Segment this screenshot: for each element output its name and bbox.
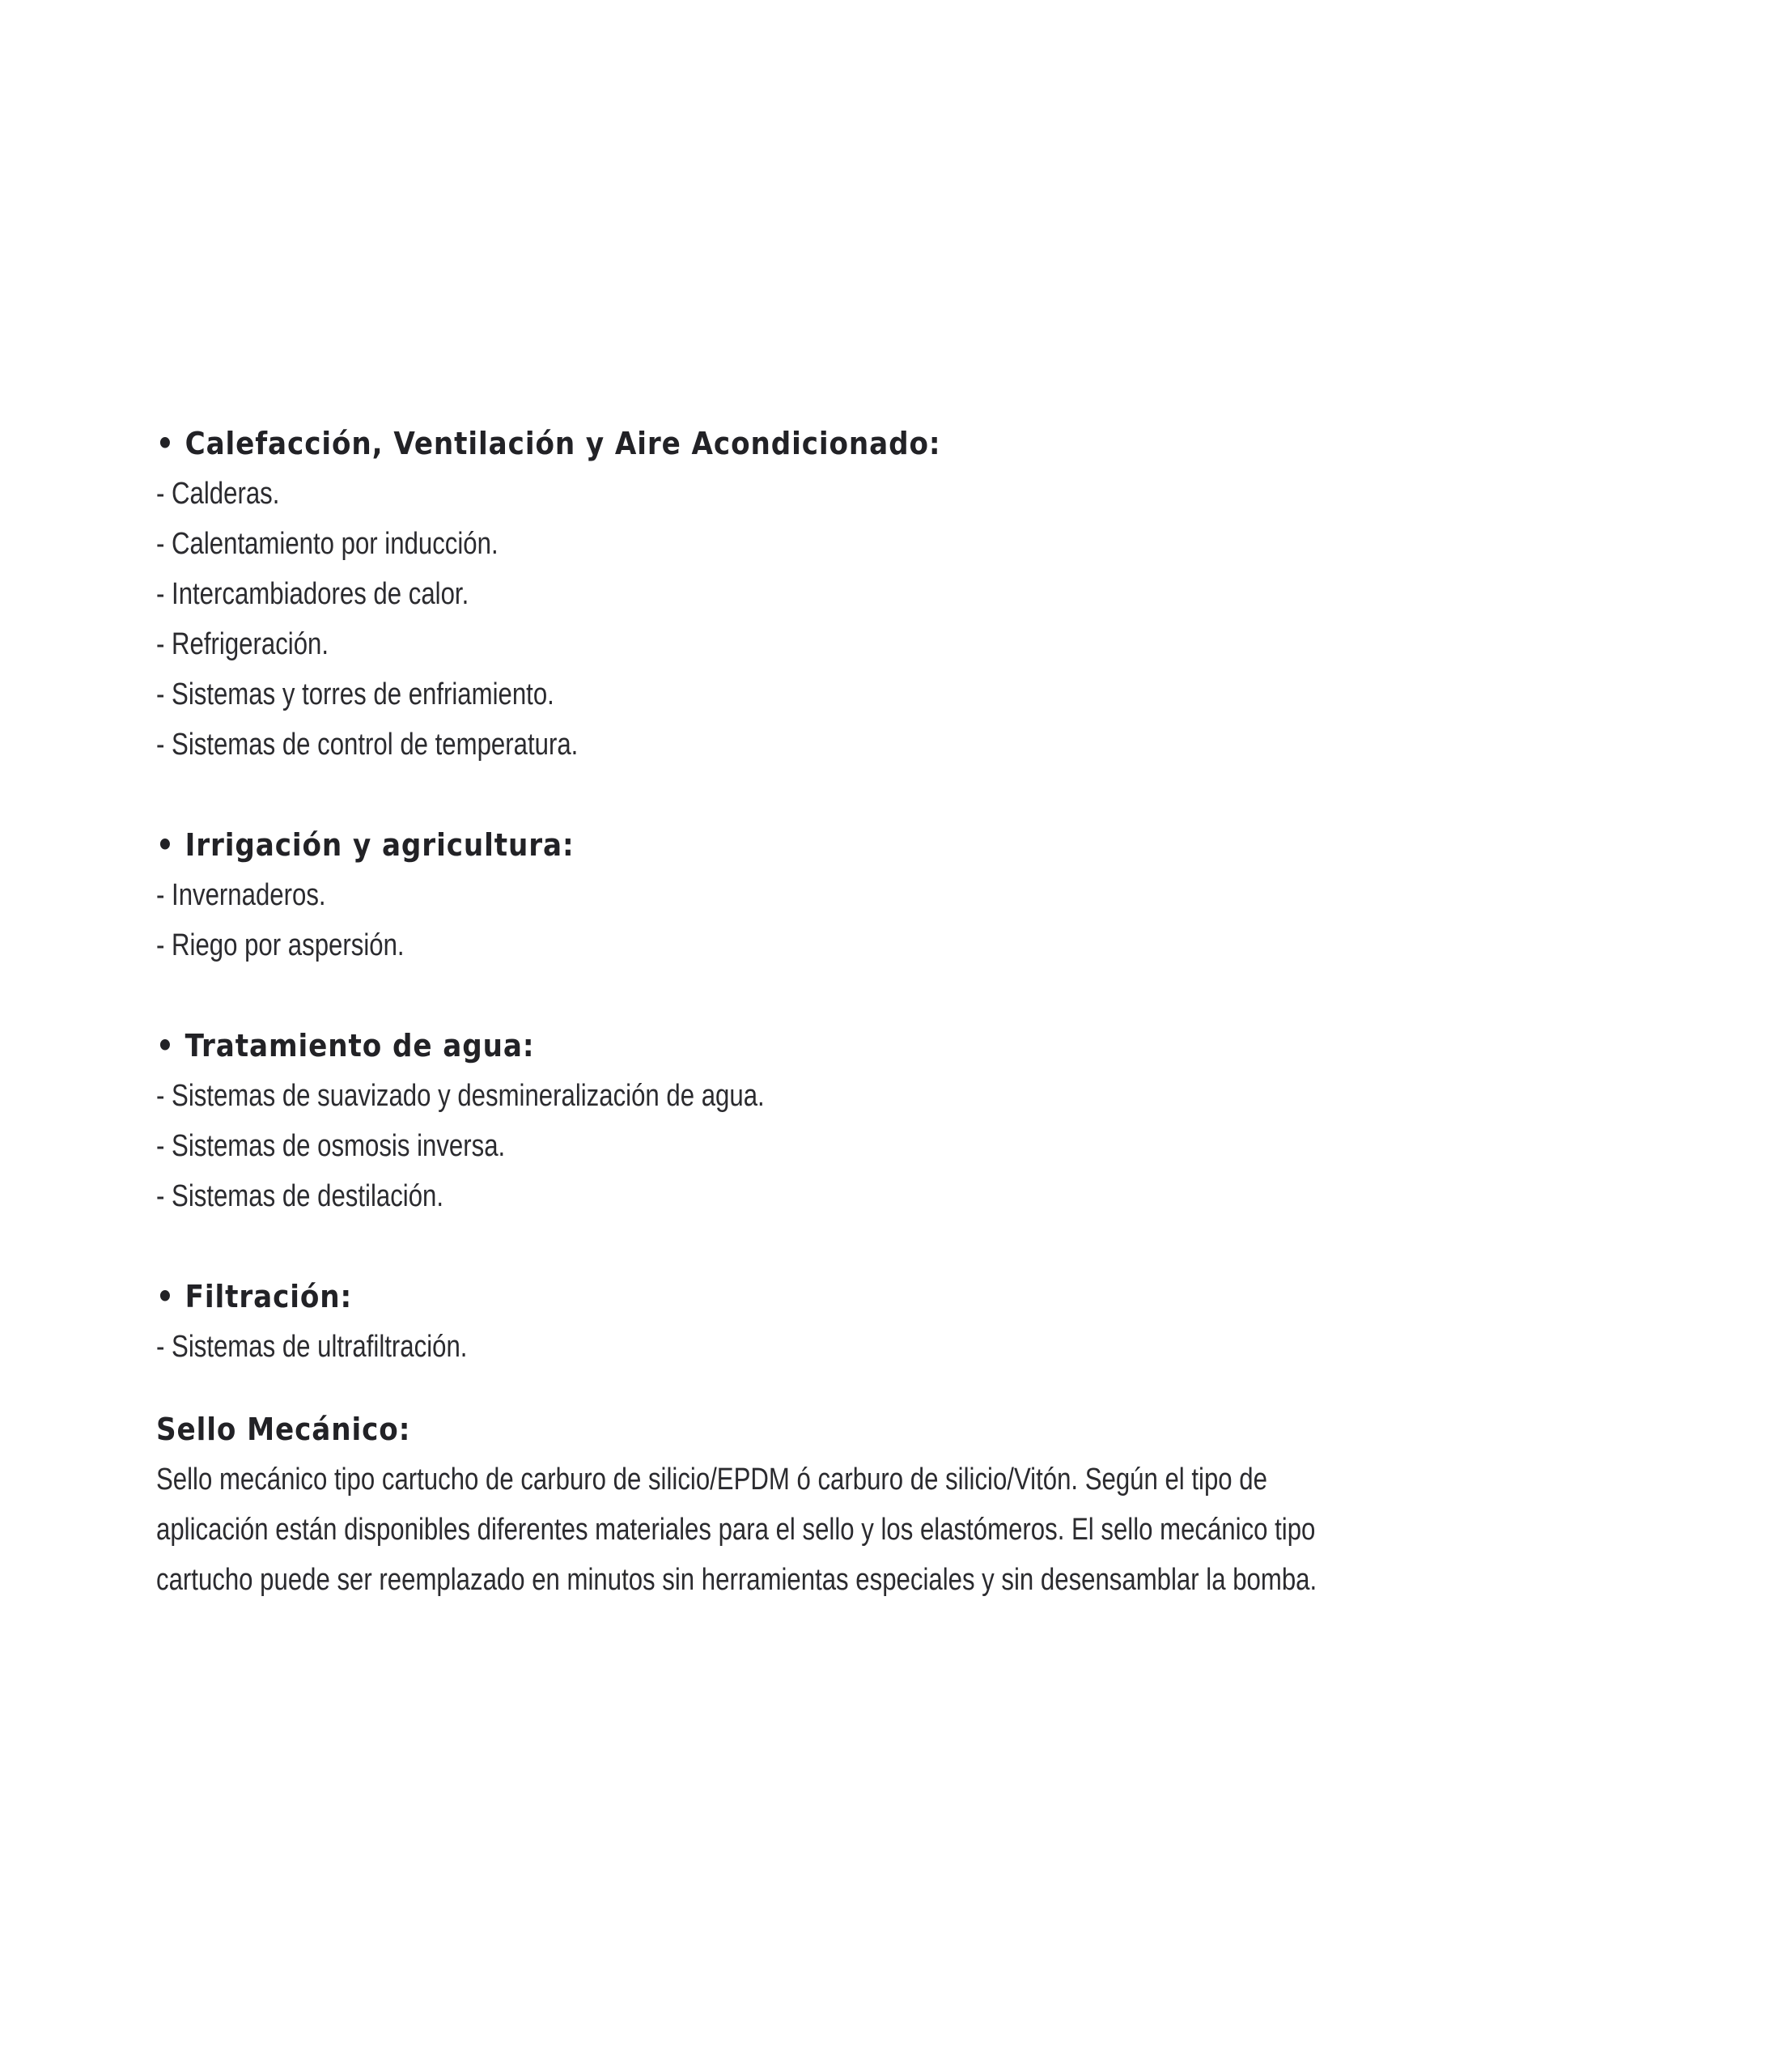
list-item: - Calentamiento por inducción. — [156, 527, 499, 561]
list-item: - Sistemas de suavizado y desmineralización de agua. — [156, 1079, 765, 1113]
list-item: - Riego por aspersión. — [156, 928, 405, 962]
spacer — [156, 970, 1694, 1021]
list-item: - Sistemas de destilación. — [156, 1179, 444, 1213]
list-item: - Sistemas de osmosis inversa. — [156, 1129, 506, 1163]
list-item: - Intercambiadores de calor. — [156, 577, 469, 611]
seal-description-line: Sello mecánico tipo cartucho de carburo de silicio/EPDM ó carburo de silicio/Vitón. Según el tipo de — [156, 1463, 1267, 1497]
section-irrigation — [156, 820, 1694, 970]
seal-description-line: aplicación están disponibles diferentes materiales para el sello y los elastómeros. El sello mecánico tipo — [156, 1513, 1316, 1547]
spacer — [156, 1221, 1694, 1272]
applications-document — [156, 418, 1694, 1605]
section-filtration — [156, 1272, 1694, 1372]
seal-description — [156, 1454, 1689, 1605]
list-item: - Calderas. — [156, 477, 280, 511]
spacer — [156, 1372, 1694, 1404]
section-heading: • Filtración: — [156, 1279, 353, 1314]
section-water-treatment — [156, 1021, 1694, 1221]
list-item: - Sistemas y torres de enfriamiento. — [156, 677, 554, 711]
spacer — [156, 770, 1694, 820]
section-heading: • Tratamiento de agua: — [156, 1028, 535, 1064]
list-item: - Sistemas de ultrafiltración. — [156, 1330, 468, 1364]
section-hvac — [156, 418, 1694, 770]
section-heading: • Irrigación y agricultura: — [156, 827, 575, 863]
seal-heading: Sello Mecánico: — [156, 1412, 411, 1447]
section-mechanical-seal — [156, 1404, 1694, 1605]
list-item: - Refrigeración. — [156, 627, 329, 661]
list-item: - Sistemas de control de temperatura. — [156, 728, 579, 762]
seal-description-line: cartucho puede ser reemplazado en minutos sin herramientas especiales y sin desensamblar la bomba. — [156, 1563, 1317, 1597]
list-item: - Invernaderos. — [156, 878, 326, 912]
section-heading: • Calefacción, Ventilación y Aire Acondicionado: — [156, 426, 941, 461]
